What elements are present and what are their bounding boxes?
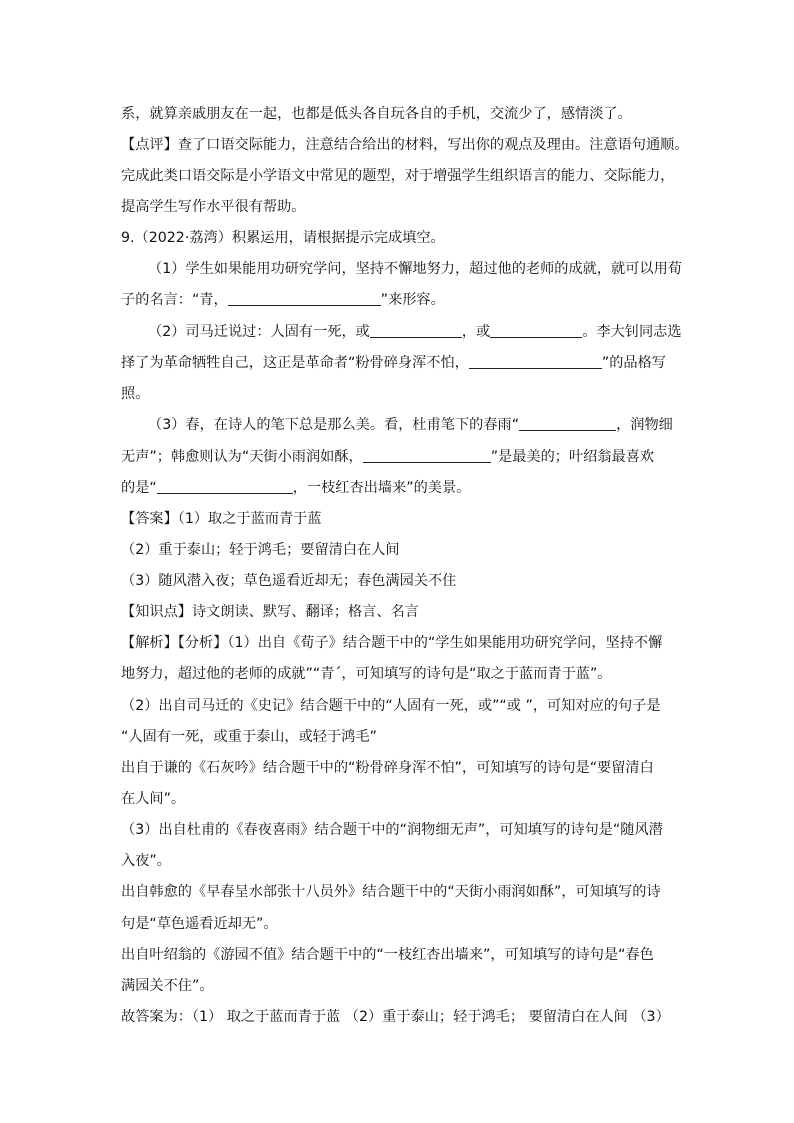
analysis-line: 入夜”。	[121, 853, 171, 869]
analysis-line: 在人间”。	[121, 791, 186, 807]
answer-line: （3）随风潜入夜；草色遥看近却无；春色满园关不住	[121, 573, 457, 589]
analysis-line: 出自于谦的《石灰吟》结合题干中的“粉骨碎身浑不怕”，可知填写的诗句是“要留清白	[121, 760, 654, 776]
answer-blank[interactable]	[519, 415, 616, 431]
answer-blank[interactable]	[370, 322, 462, 338]
comment-line: 【点评】查了口语交际能力，注意结合给出的材料，写出你的观点及理由。注意语句通顺。	[121, 137, 689, 153]
q1-text-before: 子的名言：“青，	[121, 292, 228, 308]
q2-text-d: 择了为革命牺牲自己，这正是革命者“粉骨碎身浑不怕，	[121, 355, 469, 371]
q3-text-c: 无声”；韩愈则认为“天街小雨润如酥，	[121, 449, 363, 465]
q2-text-c: 。李大钊同志选	[582, 324, 682, 340]
q3-text-a: （3）春，在诗人的笔下总是那么美。看，杜甫笔下的春雨“	[148, 417, 520, 433]
text-line: 系，就算亲戚朋友在一起，也都是低头各自玩各自的手机，交流少了，感情淡了。	[121, 106, 632, 122]
analysis-line: 句是“草色遥看近却无”。	[121, 916, 278, 932]
answer-line: 【答案】（1）取之于蓝而青于蓝	[121, 511, 322, 527]
q2-fill-line	[148, 322, 682, 342]
analysis-line: 出自叶绍翁的《游园不值》结合题干中的“一枝红杏出墙来”，可知填写的诗句是“春色	[121, 947, 654, 963]
question-title: 9.（2022·荔湾）积累运用，请根据提示完成填空。	[121, 230, 445, 246]
analysis-line: （3）出自杜甫的《春夜喜雨》结合题干中的“润物细无声”，可知填写的诗句是“随风潜	[121, 822, 663, 838]
text-line: 完成此类口语交际是小学语文中常见的题型，对于增强学生组织语言的能力、交际能力，	[121, 168, 675, 184]
analysis-line: “人固有一死，或重于泰山，或轻于鸿毛”	[121, 729, 377, 745]
q3-fill-line	[121, 478, 470, 498]
q3-text-f: ，一枝红杏出墙来”的美景。	[292, 480, 471, 496]
q1-line: （1）学生如果能用功研究学问，坚持不懈地努力，超过他的老师的成就，就可以用荀	[148, 261, 682, 277]
analysis-line: 满园关不住”。	[121, 978, 214, 994]
q2-fill-line	[121, 353, 666, 373]
text-line: 提高学生写作水平很有帮助。	[121, 199, 306, 215]
q3-text-d: ”是最美的；叶绍翁最喜欢	[490, 449, 655, 465]
answer-blank[interactable]	[469, 353, 602, 369]
answer-blank[interactable]	[363, 447, 491, 463]
answer-blank[interactable]	[157, 478, 293, 494]
q3-text-b: ，润物细	[616, 417, 673, 433]
q2-text-e: ”的品格写	[601, 355, 666, 371]
q3-fill-line	[121, 447, 654, 467]
q3-fill-line	[148, 415, 673, 435]
analysis-line: （2）出自司马迁的《史记》结合题干中的“人固有一死，或”“或 ”，可知对应的句子是	[121, 698, 661, 714]
answer-blank[interactable]	[490, 322, 582, 338]
q1-fill-line	[121, 290, 445, 310]
answer-blank[interactable]	[228, 290, 381, 306]
q1-text-after: ”来形容。	[380, 292, 445, 308]
answer-line: （2）重于泰山；轻于鸿毛；要留清白在人间	[121, 542, 400, 558]
knowledge-line: 【知识点】诗文朗读、默写、翻译；格言、名言	[121, 604, 419, 620]
q2-text-a: （2）司马迁说过：人固有一死，或	[148, 324, 370, 340]
analysis-line: 【解析】【分析】（1）出自《荀子》结合题干中的“学生如果能用功研究学问，坚持不懈	[121, 635, 663, 651]
q2-line: 照。	[121, 386, 150, 402]
final-answer-line: 故答案为：（1） 取之于蓝而青于蓝 （2）重于泰山；轻于鸿毛； 要留清白在人间 （3）	[121, 1009, 670, 1025]
analysis-line: 出自韩愈的《早春呈水部张十八员外》结合题干中的“天街小雨润如酥”，可知填写的诗	[121, 884, 661, 900]
q3-text-e: 的是“	[121, 480, 157, 496]
analysis-line: 地努力，超过他的老师的成就”“青´，可知填写的诗句是“取之于蓝而青于蓝”。	[121, 666, 612, 682]
q2-text-b: ，或	[461, 324, 491, 340]
